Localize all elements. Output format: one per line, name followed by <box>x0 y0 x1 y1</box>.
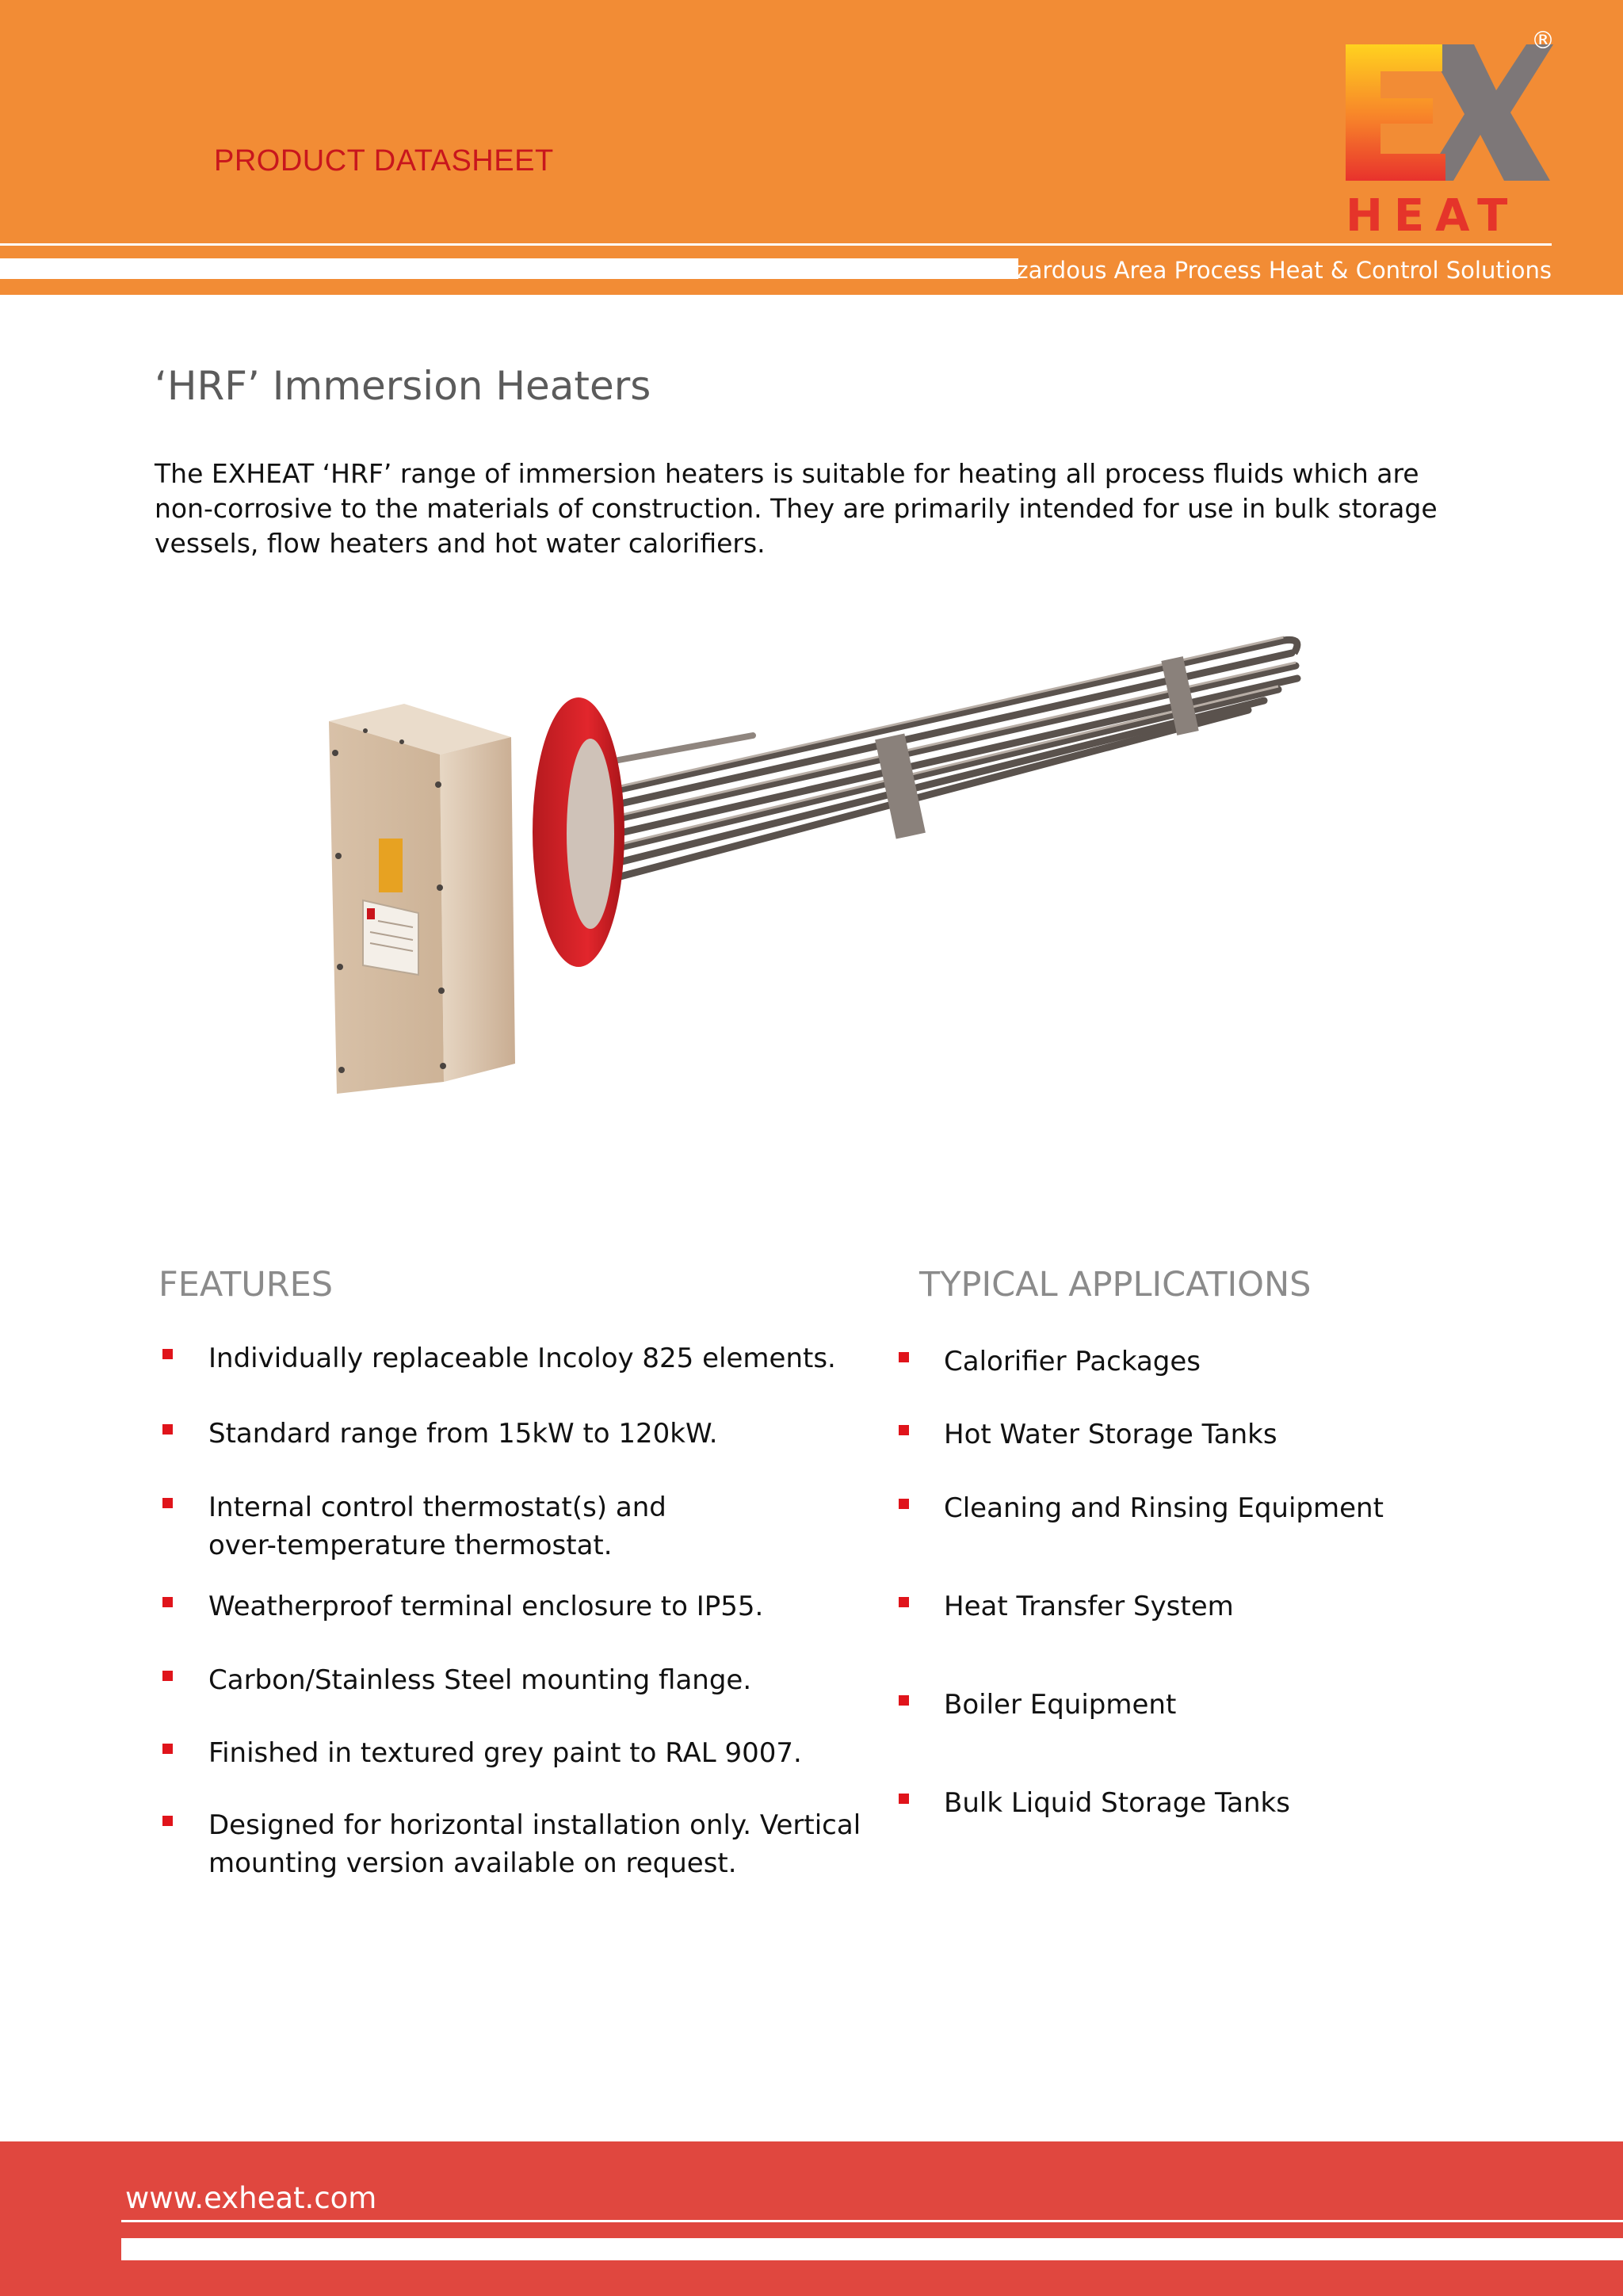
footer-rule <box>121 2220 1623 2222</box>
bullet-icon <box>899 1794 909 1804</box>
list-item: Bulk Liquid Storage Tanks <box>896 1784 1529 1822</box>
bullet-icon <box>162 1744 173 1754</box>
page-title: ‘HRF’ Immersion Heaters <box>155 363 651 409</box>
list-item: Hot Water Storage Tanks <box>896 1415 1529 1454</box>
logo-ex-mark <box>1341 41 1553 184</box>
registered-mark: ® <box>1531 27 1555 55</box>
document-type-label: PRODUCT DATASHEET <box>214 144 554 178</box>
website-link[interactable]: www.exheat.com <box>125 2181 377 2215</box>
footer-white-bar <box>121 2238 1623 2260</box>
heater-elements <box>606 640 1297 878</box>
features-heading: FEATURES <box>158 1265 334 1305</box>
header-white-bar <box>0 258 1018 279</box>
bullet-icon <box>162 1597 173 1607</box>
list-item: Carbon/Stainless Steel mounting flange. <box>160 1661 857 1699</box>
bullet-icon <box>162 1349 173 1359</box>
bullet-icon <box>899 1352 909 1362</box>
bullet-icon <box>162 1424 173 1435</box>
header-rule <box>0 243 1552 246</box>
logo-heat-word: HEAT <box>1346 190 1519 242</box>
intro-paragraph: The EXHEAT ‘HRF’ range of immersion heaters is suitable for heating all process fluids which are non-corrosive to the materials of construction. They are primarily intended for use in bulk storage vessels, flow heaters and hot water calorifiers. <box>155 458 1438 559</box>
list-item: Boiler Equipment <box>896 1686 1529 1724</box>
bullet-icon <box>899 1597 909 1607</box>
list-item: Internal control thermostat(s) and over-temperature thermostat. <box>160 1488 731 1564</box>
list-item: Standard range from 15kW to 120kW. <box>160 1415 857 1453</box>
bullet-icon <box>899 1499 909 1509</box>
bullet-icon <box>162 1816 173 1826</box>
list-item: Cleaning and Rinsing Equipment <box>896 1489 1529 1527</box>
list-item: Individually replaceable Incoloy 825 elements. <box>160 1339 857 1377</box>
bullet-icon <box>899 1695 909 1706</box>
list-item: Calorifier Packages <box>896 1343 1529 1381</box>
page-header <box>0 0 1623 295</box>
list-item: Designed for horizontal installation only. Vertical mounting version available on request. <box>160 1806 889 1882</box>
company-tagline: Hazardous Area Process Heat & Control Solutions <box>984 257 1552 284</box>
exheat-logo <box>1341 41 1553 242</box>
list-item: Heat Transfer System <box>896 1587 1529 1626</box>
list-item: Weatherproof terminal enclosure to IP55. <box>160 1587 857 1626</box>
immersion-heater-image <box>313 626 1335 1181</box>
bullet-icon <box>162 1671 173 1681</box>
page-footer <box>0 2141 1623 2296</box>
list-item: Finished in textured grey paint to RAL 9007. <box>160 1734 857 1772</box>
applications-heading: TYPICAL APPLICATIONS <box>919 1265 1312 1305</box>
warning-label <box>379 839 403 892</box>
bullet-icon <box>899 1425 909 1435</box>
bullet-icon <box>162 1498 173 1508</box>
